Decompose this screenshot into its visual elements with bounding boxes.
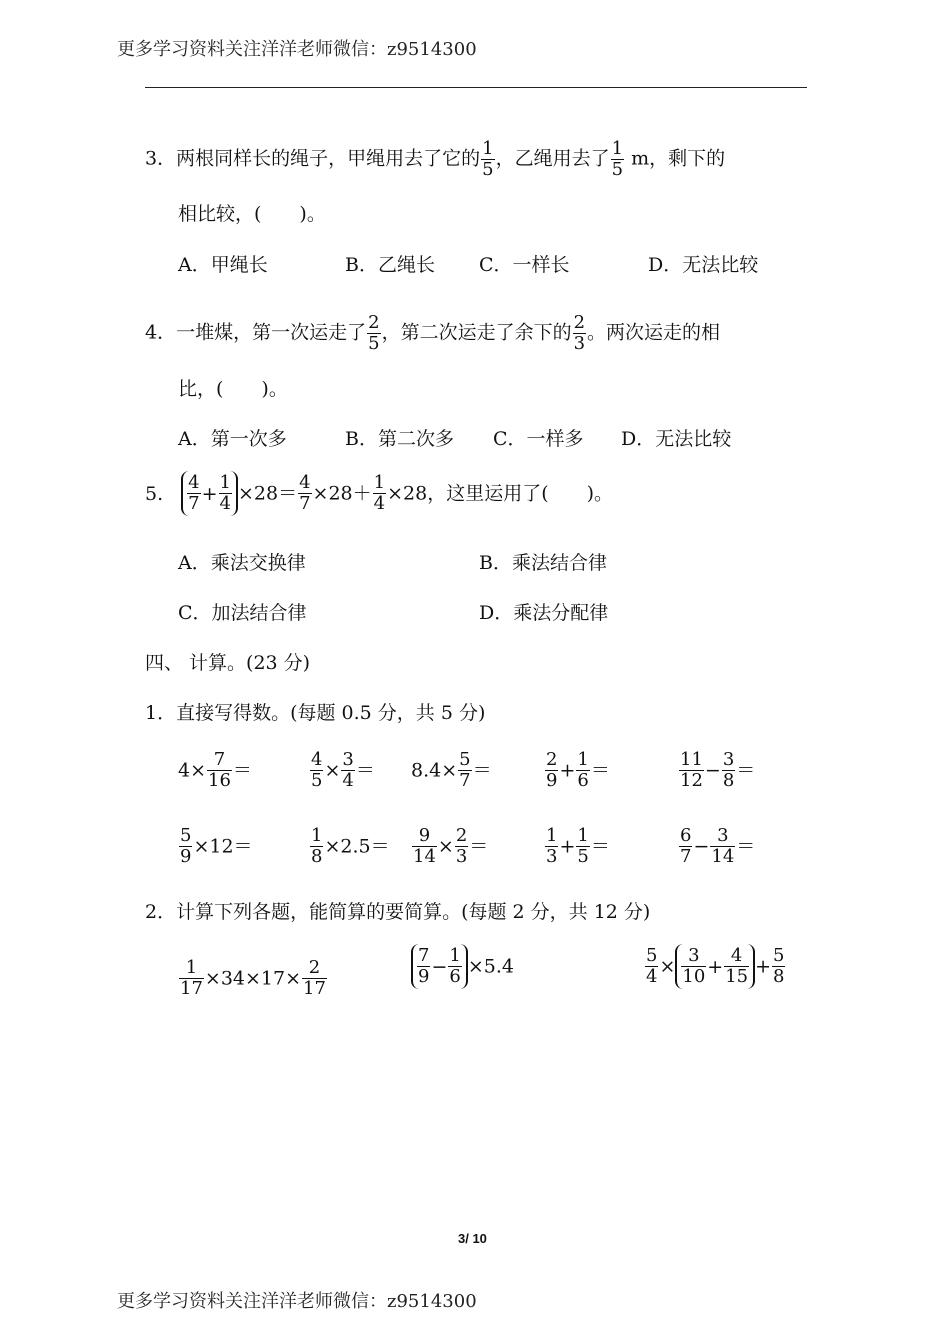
q3-option-b: B．乙绳长 [345,254,435,276]
calc2-problem-1: $\frac{1}{17}$ ×34×17× $\frac{2}{17}$ [180,957,326,999]
calc2-problem-3: $\frac{5}{4}$ × 3 10 + $\frac{4}{15}$ + $\frac{5}{8}$ [646,945,785,987]
calc-2-title: 2．计算下列各题，能简算的要简算。(每题 2 分，共 12 分) [145,901,651,923]
q3-number: 3． [145,147,177,170]
q4-fraction-1: $\frac{2}{5}$ [368,312,380,354]
q3-option-d: D．无法比较 [648,254,759,276]
question-4-line-1 [145,313,720,354]
q4-line-2: 比，( )。 [178,378,288,400]
q5-tail: ×28，这里运用了( )。 [387,482,614,505]
calc-1-title: 1．直接写得数。(每题 0.5 分，共 5 分) [145,702,486,724]
q4-option-a: A．第一次多 [178,428,287,450]
q3-line-2: 相比较，( )。 [178,203,326,225]
calc1-r2-e3: $\frac{9}{14}$ × $\frac{2}{3}$ ＝ [413,825,489,867]
q5-option-a: A．乘法交换律 [178,552,306,574]
q3-fraction-2: $\frac{1}{5}$ [611,138,624,180]
calc1-r1-e3: 8.4× $\frac{5}{7}$ ＝ [411,749,492,791]
q5-plus: + [201,482,218,505]
q4-text-b: ，第二次运走了余下的 [381,321,572,344]
calc1-r2-e2: $\frac{1}{8}$ ×2.5＝ [311,825,390,867]
q3-text-b: ，乙绳用去了 [495,147,610,170]
header-rule [145,87,807,88]
calc1-r2-e5: $\frac{6}{7}$ − $\frac{3}{14}$ ＝ [680,825,756,867]
q5-fraction-3: $\frac{4}{7}$ [299,472,311,514]
q3-option-a: A．甲绳长 [178,254,268,276]
q5-fraction-4: $\frac{1}{4}$ [373,472,386,514]
calc1-r1-e5: $\frac{11}{12}$ − $\frac{3}{8}$ ＝ [680,749,756,791]
question-5-line-1 [145,471,613,516]
q4-option-d: D．无法比较 [621,428,732,450]
q5-number: 5. [145,482,164,505]
q3-text-c: m，剩下的 [625,147,726,170]
q3-option-c: C．一样长 [479,254,570,276]
calc1-r1-e1: 4× $\frac{7}{16}$ ＝ [178,749,252,791]
q3-text-a: 两根同样长的绳子，甲绳用去了它的 [176,147,481,170]
q5-fraction-1: 4 7 [188,472,200,514]
q4-option-c: C．一样多 [493,428,584,450]
q3-fraction-1: $\frac{1}{5}$ [482,138,494,180]
question-3-line-1 [145,139,725,180]
q5-option-d: D．乘法分配律 [479,602,609,624]
q5-times-28-a: ×28＝ [237,482,298,505]
q5-option-b: B．乘法结合律 [479,552,607,574]
section-4-title: 四、 计算。(23 分) [145,652,311,674]
page-number: 3/ 10 [458,1231,487,1246]
q5-fraction-2: $\frac{1}{4}$ [219,472,231,514]
q4-text-a: 一堆煤，第一次运走了 [176,321,367,344]
q5-times-28-b: ×28＋ [312,482,372,505]
q4-text-c: 。两次运走的相 [587,321,721,344]
calc2-problem-2: 7 9 − $\frac{1}{6}$ ×5.4 [411,944,514,989]
calc1-r1-e4: $\frac{2}{9}$ + $\frac{1}{6}$ ＝ [546,749,610,791]
q4-option-b: B．第二次多 [345,428,454,450]
footer-watermark: 更多学习资料关注洋洋老师微信：z9514300 [117,1291,477,1312]
calc1-r2-e1: $\frac{5}{9}$ ×12＝ [180,825,253,867]
calc1-r1-e2: $\frac{4}{5}$ × $\frac{3}{4}$ ＝ [311,749,375,791]
q5-parenthesis [181,471,238,516]
q5-option-c: C．加法结合律 [178,602,307,624]
q4-fraction-2: $\frac{2}{3}$ [573,312,586,354]
q4-number: 4． [145,321,177,344]
calc1-r2-e4: $\frac{1}{3}$ + $\frac{1}{5}$ ＝ [546,825,610,867]
header-watermark: 更多学习资料关注洋洋老师微信：z9514300 [117,39,477,60]
